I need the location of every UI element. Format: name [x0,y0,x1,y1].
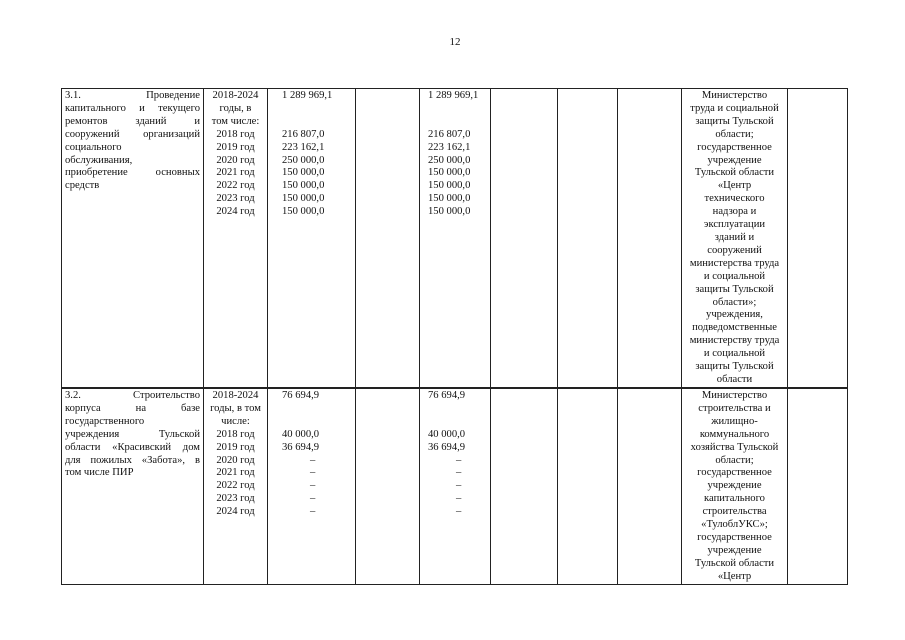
total-cell-line: 150 000,0 [282,193,325,205]
executor-cell-line: «ТулоблУКС»; [701,519,768,531]
table-row [62,388,848,584]
period-cell-line: 2020 год [216,154,255,166]
measure-cell-line: учреждения Тульской [65,428,200,440]
measure-cell-line: сооружений организаций [65,128,200,140]
period-cell-line: 2024 год [216,506,255,518]
executor-cell-line: «Центр [717,570,752,582]
regional-cell-line: 223 162,1 [428,141,471,153]
executor-cell-line: защиты Тульской [695,115,774,127]
regional-cell-line: – [456,480,462,492]
measure-cell-line: том числе ПИР [65,467,134,479]
measure-cell-line: обслуживания, [65,154,133,166]
period-cell-line: 2018-2024 [212,90,259,101]
measure-cell-line: капитального и текущего [65,102,200,114]
result-cell [788,89,848,389]
executor-cell-line: области»; [712,296,757,308]
program-table [61,88,848,585]
executor-cell-line: учреждение [707,480,762,492]
regional-cell-line: 76 694,9 [428,390,466,401]
regional-cell-line [428,416,487,429]
federal-cell [356,388,420,584]
executor-cell-line: эксплуатации [703,219,766,231]
extra-cell [558,89,618,389]
total-cell-line: – [310,480,316,492]
total-cell-line: 150 000,0 [282,180,325,192]
executor-cell-line: надзора и [712,206,757,218]
total-cell-line: – [310,454,316,466]
total-cell-line: 36 694,9 [282,441,320,453]
executor-cell-line: строительства [702,506,767,518]
executor-cell-line: защиты Тульской [695,361,774,373]
period-cell-line: 2018 год [216,428,255,440]
total-cell-line [282,103,352,116]
measure-cell-line: 3.2. Строительство [65,390,200,401]
period-cell-line: 2019 год [216,441,255,453]
regional-cell-line: – [456,454,462,466]
period-cell-line: 2024 год [216,206,255,218]
empty-cell [618,89,682,389]
period-cell-line: 2023 год [216,193,255,205]
total-cell-line [282,416,352,429]
executor-cell-line: защиты Тульской [695,283,774,295]
executor-cell-line: коммунального [699,428,770,440]
executor-cell-line: Министерство [701,90,768,101]
executor-cell-line: государственное [697,531,772,543]
executor-cell-line: Министерство [701,390,768,401]
executor-cell [682,89,788,389]
executor-cell-line: капитального [704,493,765,505]
regional-cell-line: 216 807,0 [428,128,471,140]
period-cell-line: 2021 год [216,167,255,179]
empty-cell [618,388,682,584]
regional-cell-line [428,116,487,129]
period-cell-line: 2022 год [216,180,255,192]
regional-cell-line: – [456,506,462,518]
executor-cell-line: государственное [697,467,772,479]
executor-cell [682,388,788,584]
regional-cell-line: 150 000,0 [428,206,471,218]
executor-cell-line: и социальной [703,348,766,360]
total-cell-line: 76 694,9 [282,390,320,401]
regional-cell-line: 1 289 969,1 [428,90,479,101]
total-cell [268,89,356,389]
regional-cell-line: 150 000,0 [428,180,471,192]
regional-cell-line: 150 000,0 [428,167,471,179]
extra-cell [558,388,618,584]
measure-cell-line: корпуса на базе [65,402,200,414]
executor-cell-line: технического [704,193,765,205]
measure-cell [62,89,204,389]
total-cell-line: 223 162,1 [282,141,325,153]
executor-cell-line: государственное [697,141,772,153]
period-cell-line: 2018-2024 [212,390,259,401]
executor-cell-line: хозяйства Тульской [690,441,779,453]
period-cell-line: 2019 год [216,141,255,153]
executor-cell-line: подведомственные [692,322,777,334]
regional-cell [420,388,491,584]
regional-cell-line: 150 000,0 [428,193,471,205]
measure-cell-line: 3.1. Проведение [65,90,200,101]
executor-cell-line: области; [715,128,754,140]
regional-cell-line [428,103,487,116]
total-cell-line: 1 289 969,1 [282,90,333,101]
period-cell-line: 2018 год [216,128,255,140]
total-cell-line: 250 000,0 [282,154,325,166]
regional-cell-line: – [456,467,462,479]
period-cell [204,388,268,584]
table-body [62,89,848,585]
regional-cell-line: 250 000,0 [428,154,471,166]
executor-cell-line: строительства и [698,402,771,414]
period-cell-line: 2023 год [216,493,255,505]
executor-cell-line: учреждение [707,154,762,166]
executor-cell-line: министерства труда [689,257,780,269]
measure-cell-line: государственного [65,415,145,427]
executor-cell-line: учреждения, [706,309,763,321]
local-cell [491,388,558,584]
measure-cell-line: приобретение основных [65,167,200,179]
total-cell-line: 40 000,0 [282,428,320,440]
total-cell-line: 216 807,0 [282,128,325,140]
total-cell-line: 150 000,0 [282,167,325,179]
local-cell [491,89,558,389]
measure-cell-line: средств [65,180,100,192]
total-cell-line [282,116,352,129]
executor-cell-line: Тульской области [694,167,775,179]
executor-cell-line: Тульской области [694,557,775,569]
measure-cell [62,388,204,584]
measure-cell-line: для пожилых «Забота», в [65,454,200,466]
period-cell-line: годы, в том [210,402,261,414]
total-cell-line: 150 000,0 [282,206,325,218]
executor-cell-line: области; [715,454,754,466]
period-cell-line: том числе: [211,115,260,127]
regional-cell-line [428,403,487,416]
executor-cell-line: сооружений [707,244,762,256]
executor-cell-line: жилищно- [711,415,758,427]
period-cell-line: годы, в [219,102,252,114]
executor-cell-line: труда и социальной [690,102,779,114]
total-cell [268,388,356,584]
federal-cell [356,89,420,389]
regional-cell-line: – [456,493,462,505]
executor-cell-line: и социальной [703,270,766,282]
executor-cell-line: зданий и [714,231,755,243]
table-row [62,89,848,389]
executor-cell-line: «Центр [717,180,752,192]
total-cell-line: – [310,467,316,479]
measure-cell-line: ремонтов зданий и [65,115,200,127]
executor-cell-line: учреждение [707,544,762,556]
executor-cell-line: министерству труда [689,335,780,347]
regional-cell-line: 40 000,0 [428,428,466,440]
regional-cell-line: 36 694,9 [428,441,466,453]
total-cell-line: – [310,493,316,505]
period-cell-line: 2022 год [216,480,255,492]
result-cell [788,388,848,584]
executor-cell-line: области [716,373,753,385]
measure-cell-line: области «Красивский дом [65,441,200,453]
measure-cell-line: социального [65,141,122,153]
regional-cell [420,89,491,389]
page-number: 12 [449,36,461,48]
period-cell-line: 2021 год [216,467,255,479]
period-cell-line: 2020 год [216,454,255,466]
period-cell-line: числе: [221,415,250,427]
total-cell-line [282,403,352,416]
period-cell [204,89,268,389]
total-cell-line: – [310,506,316,518]
